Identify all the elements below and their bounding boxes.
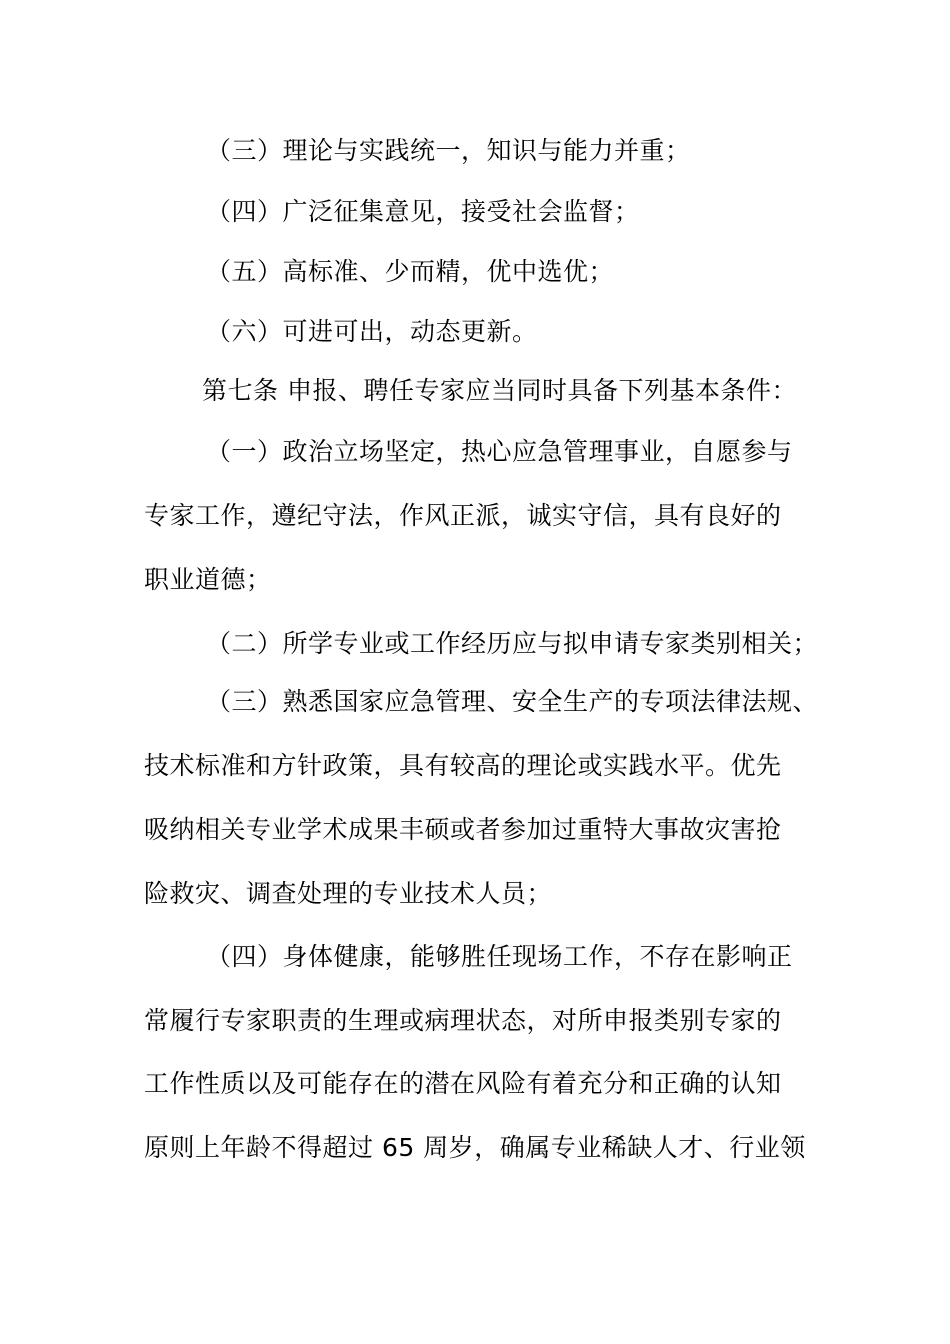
- paragraph-line: （四）广泛征集意见，接受社会监督；: [206, 197, 640, 226]
- paragraph-line: 专家工作，遵纪守法，作风正派，诚实守信，具有良好的: [144, 501, 782, 530]
- paragraph-line: 技术标准和方针政策，具有较高的理论或实践水平。优先: [144, 751, 782, 780]
- paragraph-line: 工作性质以及可能存在的潜在风险有着充分和正确的认知: [144, 1069, 782, 1098]
- paragraph-line: 常履行专家职责的生理或病理状态，对所申报类别专家的: [144, 1006, 782, 1035]
- paragraph-line: （一）政治立场坚定，热心应急管理事业，自愿参与: [206, 437, 793, 466]
- paragraph-line: （六）可进可出，动态更新。: [206, 317, 538, 346]
- paragraph-line: （二）所学专业或工作经历应与拟申请专家类别相关；: [206, 629, 819, 658]
- paragraph-line: （四）身体健康，能够胜任现场工作，不存在影响正: [206, 942, 793, 971]
- article-heading-line: 第七条 申报、聘任专家应当同时具备下列基本条件：: [202, 376, 797, 405]
- paragraph-line: 原则上年龄不得超过 65 周岁，确属专业稀缺人才、行业领: [144, 1133, 806, 1162]
- paragraph-line: 职业道德；: [144, 565, 272, 594]
- paragraph-line: （三）理论与实践统一，知识与能力并重；: [206, 136, 691, 165]
- paragraph-line: （五）高标准、少而精，优中选优；: [206, 257, 615, 286]
- paragraph-line: （三）熟悉国家应急管理、安全生产的专项法律法规、: [206, 687, 819, 716]
- paragraph-line: 险救灾、调查处理的专业技术人员；: [144, 879, 553, 908]
- paragraph-line: 吸纳相关专业学术成果丰硕或者参加过重特大事故灾害抢: [144, 815, 782, 844]
